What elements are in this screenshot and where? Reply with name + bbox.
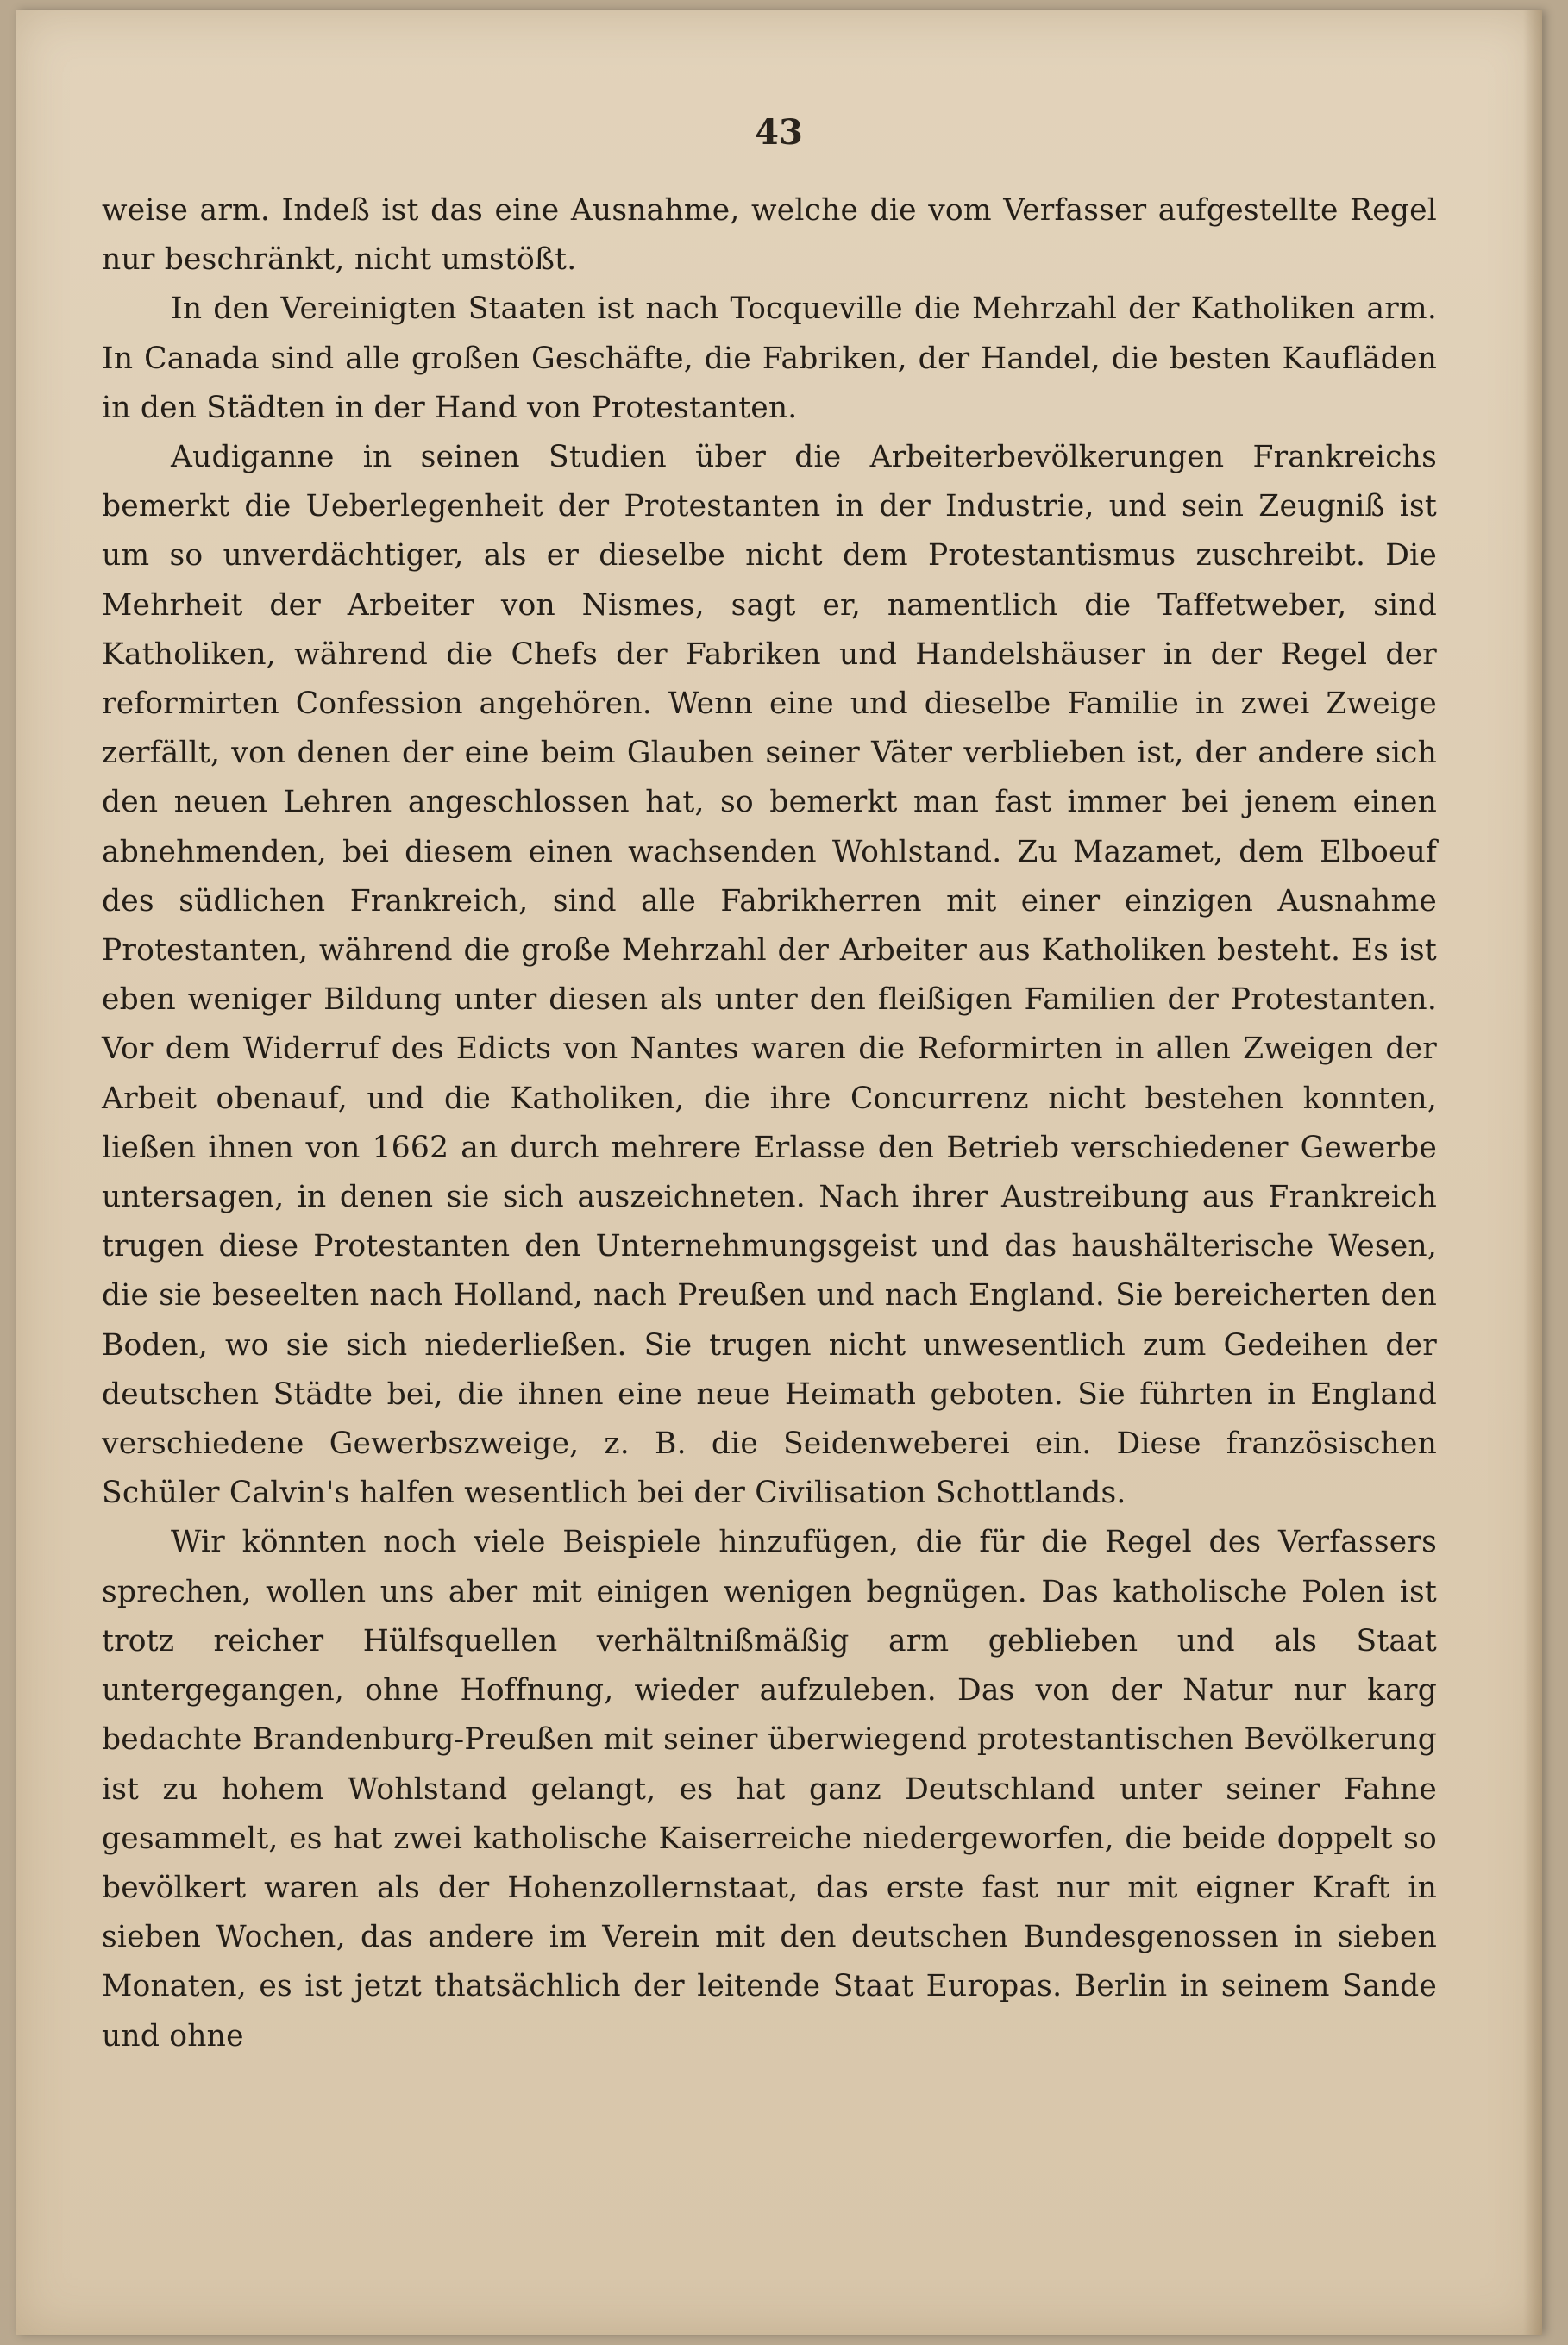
paragraph-united-states: In den Vereinigten Staaten ist nach Tocqueville die Mehrzahl der Katholiken arm. In Canada sind alle großen Geschäfte, die Fabriken, der Handel, die besten Kaufläden in den Städten in der Hand von Protestanten.	[102, 292, 1437, 425]
paragraph-audiganne: Audiganne in seinen Studien über die Arbeiterbevölkerungen Frankreichs bemerkt die Ueberlegenheit der Protestanten in der Industrie, und sein Zeugniß ist um so unverdächtiger, als er dieselbe nicht dem Protestantismus zuschreibt. Die Mehrheit der Arbeiter von Nismes, sagt er, namentlich die Taffetweber, sind Katholiken, während die Chefs der Fabriken und Handelshäuser in der Regel der reformirten Confession angehören. Wenn eine und dieselbe Familie in zwei Zweige zerfällt, von denen der eine beim Glauben seiner Väter verblieben ist, der andere sich den neuen Lehren angeschlossen hat, so bemerkt man fast immer bei jenem einen abnehmenden, bei diesem einen wachsenden Wohlstand. Zu Mazamet, dem Elboeuf des südlichen Frankreich, sind alle Fabrikherren mit einer einzigen Ausnahme Protestanten, während die große Mehrzahl der Arbeiter aus Katholiken besteht. Es ist eben weniger Bildung unter diesen als unter den fleißigen Familien der Protestanten. Vor dem Widerruf des Edicts von Nantes waren die Reformirten in allen Zweigen der Arbeit obenauf, und die Katholiken, die ihre Concurrenz nicht bestehen konnten, ließen ihnen von 1662 an durch mehrere Erlasse den Betrieb verschiedener Gewerbe untersagen, in denen sie sich auszeichneten. Nach ihrer Austreibung aus Frankreich trugen diese Protestanten den Unternehmungsgeist und das haushälterische Wesen, die sie beseelten nach Holland, nach Preußen und nach England. Sie bereicherten den Boden, wo sie sich niederließen. Sie trugen nicht unwesentlich zum Gedeihen der deutschen Städte bei, die ihnen eine neue Heimath geboten. Sie führten in England verschiedene Gewerbszweige, z. B. die Seidenweberei ein. Diese französischen Schüler Calvin's halfen wesentlich bei der Civilisation Schottlands.	[102, 440, 1437, 1511]
page-edge-shadow	[1523, 10, 1542, 2335]
paragraph-examples: Wir könnten noch viele Beispiele hinzufügen, die für die Regel des Verfassers sprechen, wollen uns aber mit einigen wenigen begnügen. Das katholische Polen ist trotz reicher Hülfsquellen verhältnißmäßig arm geblieben und als Staat untergegangen, ohne Hoffnung, wieder aufzuleben. Das von der Natur nur karg bedachte Brandenburg-Preußen mit seiner überwiegend protestantischen Bevölkerung ist zu hohem Wohlstand gelangt, es hat ganz Deutschland unter seiner Fahne gesammelt, es hat zwei katholische Kaiserreiche niedergeworfen, die beide doppelt so bevölkert waren als der Hohenzollernstaat, das erste fast nur mit eigner Kraft in sieben Wochen, das andere im Verein mit den deutschen Bundesgenossen in sieben Monaten, es ist jetzt thatsächlich der leitende Staat Europas. Berlin in seinem Sande und ohne	[102, 1525, 1437, 2053]
body-text	[102, 186, 1437, 2061]
page-number: 43	[755, 112, 803, 153]
paragraph-continuation: weise arm. Indeß ist das eine Ausnahme, welche die vom Verfasser aufgestellte Regel nur beschränkt, nicht umstößt.	[102, 193, 1437, 278]
book-page	[16, 10, 1542, 2335]
